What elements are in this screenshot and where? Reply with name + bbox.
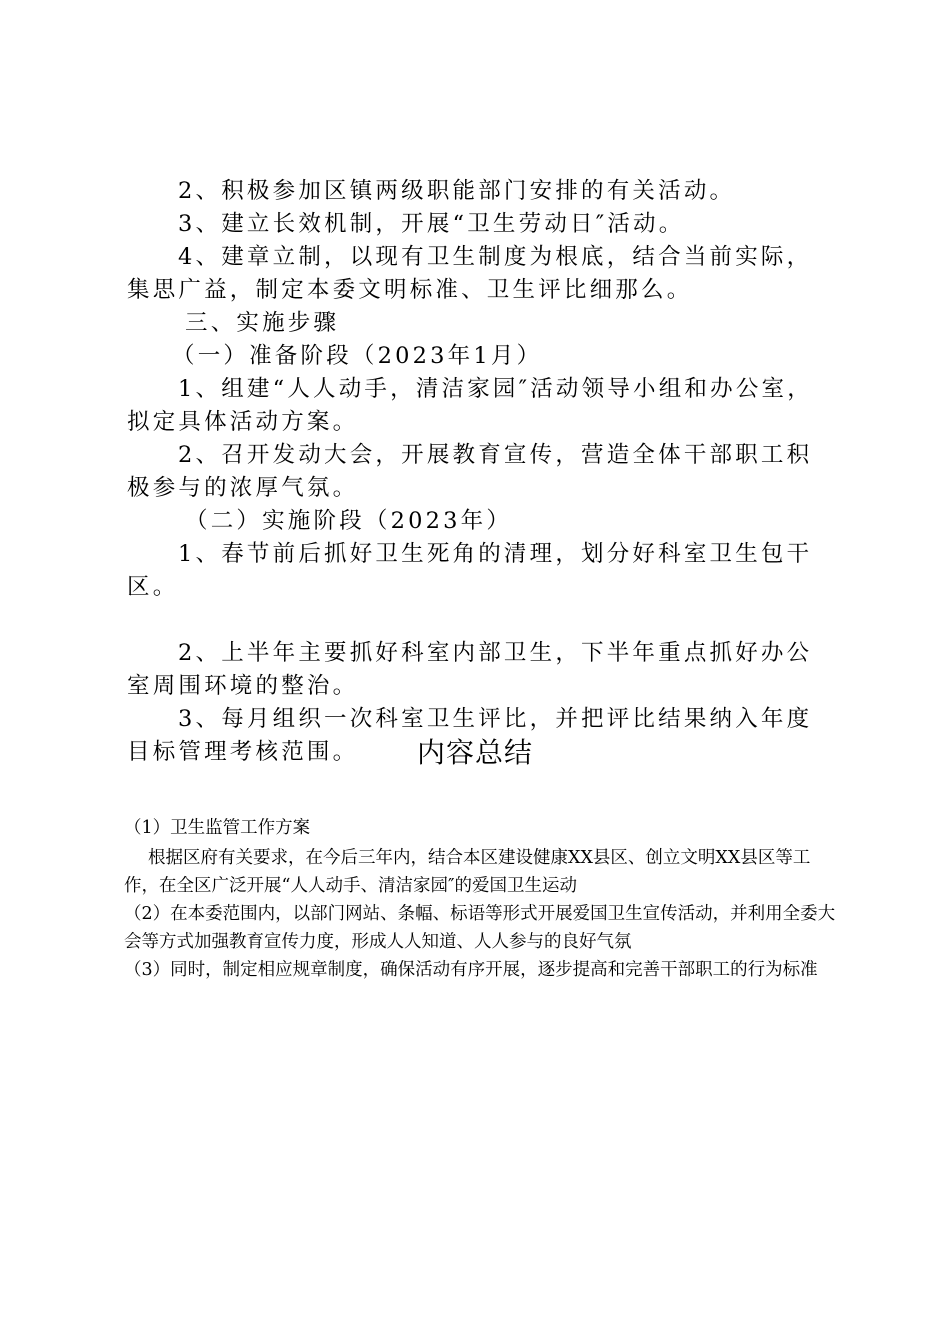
summary-item: （3）同时，制定相应规章制度，确保活动有序开展，逐步提高和完善干部职工的行为标准	[124, 960, 818, 980]
stage-heading: （二）实施阶段（2023年）	[185, 508, 513, 534]
body-paragraph: 2、上半年主要抓好科室内部卫生，下半年重点抓好办公室周围环境的整治。	[127, 640, 813, 699]
summary-item: （2）在本委范围内，以部门网站、条幅、标语等形式开展爱国卫生宣传活动，并利用全委大会等方式加强教育宣传力度，形成人人知道、人人参与的良好气氛	[124, 904, 836, 952]
body-paragraph: 1、春节前后抓好卫生死角的清理，划分好科室卫生包干区。	[127, 541, 813, 600]
section-heading: 三、实施步骤	[185, 310, 340, 336]
body-paragraph: 3、建立长效机制，开展“卫生劳动日″活动。	[178, 211, 685, 237]
summary-item: 根据区府有关要求，在今后三年内，结合本区建设健康XX县区、创立文明XX县区等工作，在全区广泛开展“人人动手、清洁家园″的爱国卫生运动	[124, 848, 811, 896]
body-section	[127, 175, 837, 769]
summary-title: 内容总结	[416, 736, 533, 769]
body-paragraph: 2、积极参加区镇两级职能部门安排的有关活动。	[178, 178, 736, 204]
summary-item: （1）卫生监管工作方案	[124, 818, 311, 838]
stage-heading: （一）准备阶段（2023年1月）	[172, 343, 543, 369]
summary-section	[124, 814, 836, 984]
body-paragraph: 1、组建“人人动手，清洁家园″活动领导小组和办公室，拟定具体活动方案。	[127, 376, 813, 435]
body-paragraph: 2、召开发动大会，开展教育宣传，营造全体干部职工积极参与的浓厚气氛。	[127, 442, 813, 501]
body-paragraph: 3、每月组织一次科室卫生评比，并把评比结果纳入年度目标管理考核范围。	[127, 706, 813, 765]
body-paragraph: 4、建章立制，以现有卫生制度为根底，结合当前实际，集思广益，制定本委文明标准、卫生评比细那么。	[127, 244, 813, 303]
